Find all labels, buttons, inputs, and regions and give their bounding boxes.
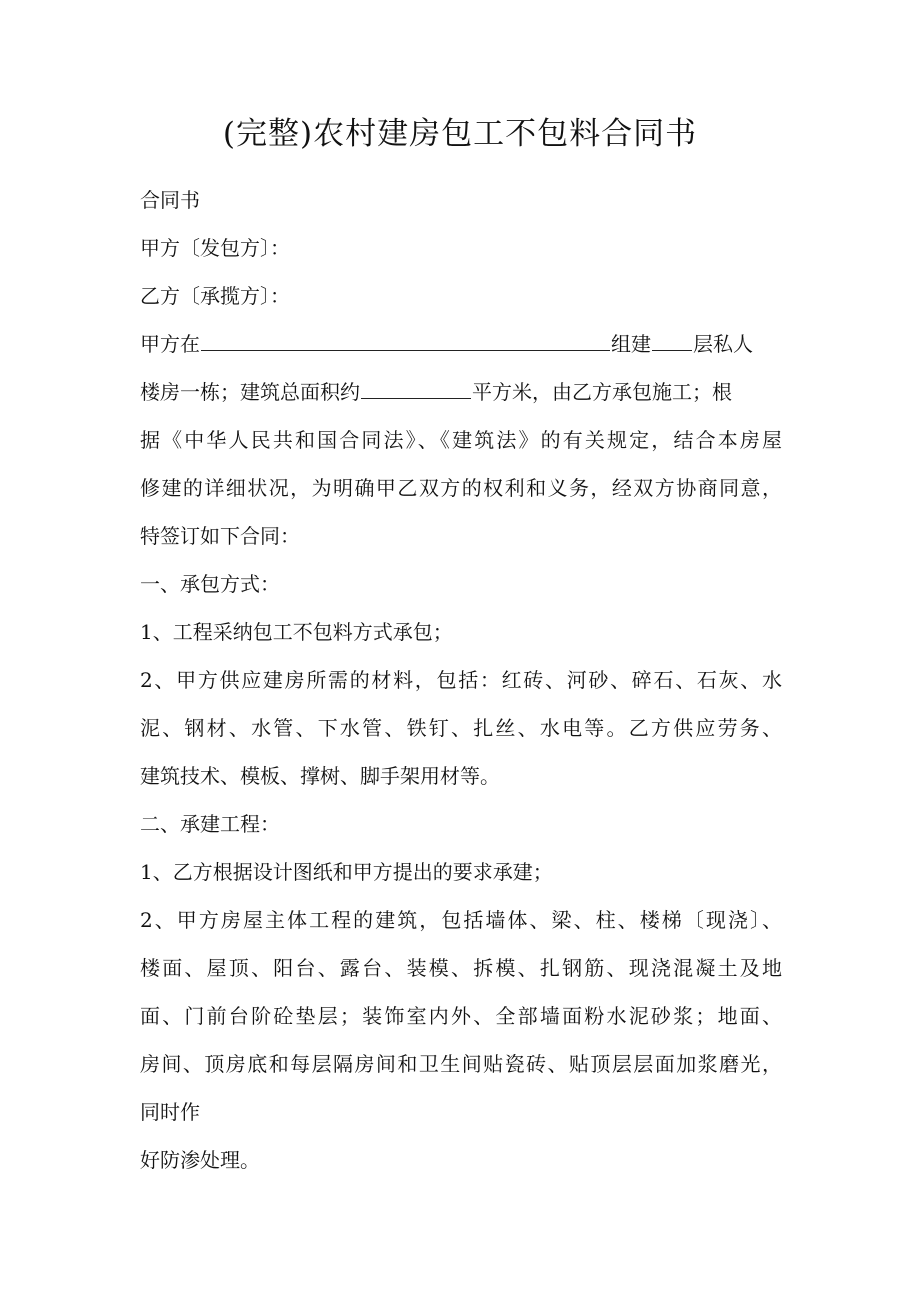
section-2-item-2-line-6: 好防渗处理。 — [140, 1148, 260, 1172]
intro-line-3: 据《中华人民共和国合同法》、《建筑法》的有关规定，结合本房屋 — [140, 428, 782, 452]
area-blank[interactable] — [361, 368, 471, 399]
section-1-item-2-line-1: 2、甲方供应建房所需的材料，包括：红砖、河砂、碎石、石灰、水 — [140, 668, 782, 692]
intro-text: 平方米，由乙方承包施工；根 — [472, 380, 732, 404]
intro-line-5: 特签订如下合同： — [140, 524, 300, 548]
intro-line-1 — [140, 320, 782, 368]
intro-text: 层私人 — [693, 332, 753, 356]
section-2-item-2-line-4: 房间、顶房底和每层隔房间和卫生间贴瓷砖、贴顶层层面加浆磨光， — [140, 1052, 782, 1076]
intro-line-2 — [140, 368, 782, 416]
document-title: (完整)农村建房包工不包料合同书 — [222, 116, 698, 152]
intro-text: 甲方在 — [140, 332, 200, 356]
section-2-item-2-line-1: 2、甲方房屋主体工程的建筑，包括墙体、梁、柱、楼梯〔现浇〕、 — [140, 908, 782, 932]
intro-line-4: 修建的详细状况，为明确甲乙双方的权利和义务，经双方协商同意， — [140, 476, 782, 500]
section-2-item-1: 1、乙方根据设计图纸和甲方提出的要求承建； — [140, 860, 553, 884]
section-2-item-2-line-2: 楼面、屋顶、阳台、露台、装模、拆模、扎钢筋、现浇混凝土及地 — [140, 956, 782, 980]
contract-heading: 合同书 — [140, 188, 200, 212]
party-b-line: 乙方〔承揽方〕： — [140, 284, 290, 308]
section-2-item-2-line-5: 同时作 — [140, 1100, 200, 1124]
intro-text: 楼房一栋；建筑总面积约 — [140, 380, 360, 404]
section-2-item-2-line-3: 面、门前台阶砼垫层；装饰室内外、全部墙面粉水泥砂浆；地面、 — [140, 1004, 782, 1028]
document-body — [140, 176, 782, 1184]
party-a-line: 甲方〔发包方〕： — [140, 236, 290, 260]
section-1-item-2-line-3: 建筑技术、模板、撑树、脚手架用材等。 — [140, 764, 500, 788]
intro-text: 组建 — [611, 332, 651, 356]
section-1-item-1: 1、工程采纳包工不包料方式承包； — [140, 620, 453, 644]
section-1-heading: 一、承包方式： — [140, 572, 280, 596]
location-blank[interactable] — [201, 320, 610, 351]
section-1-item-2-line-2: 泥、钢材、水管、下水管、铁钉、扎丝、水电等。乙方供应劳务、 — [140, 716, 782, 740]
floors-blank[interactable] — [652, 320, 692, 351]
section-2-heading: 二、承建工程： — [140, 812, 280, 836]
